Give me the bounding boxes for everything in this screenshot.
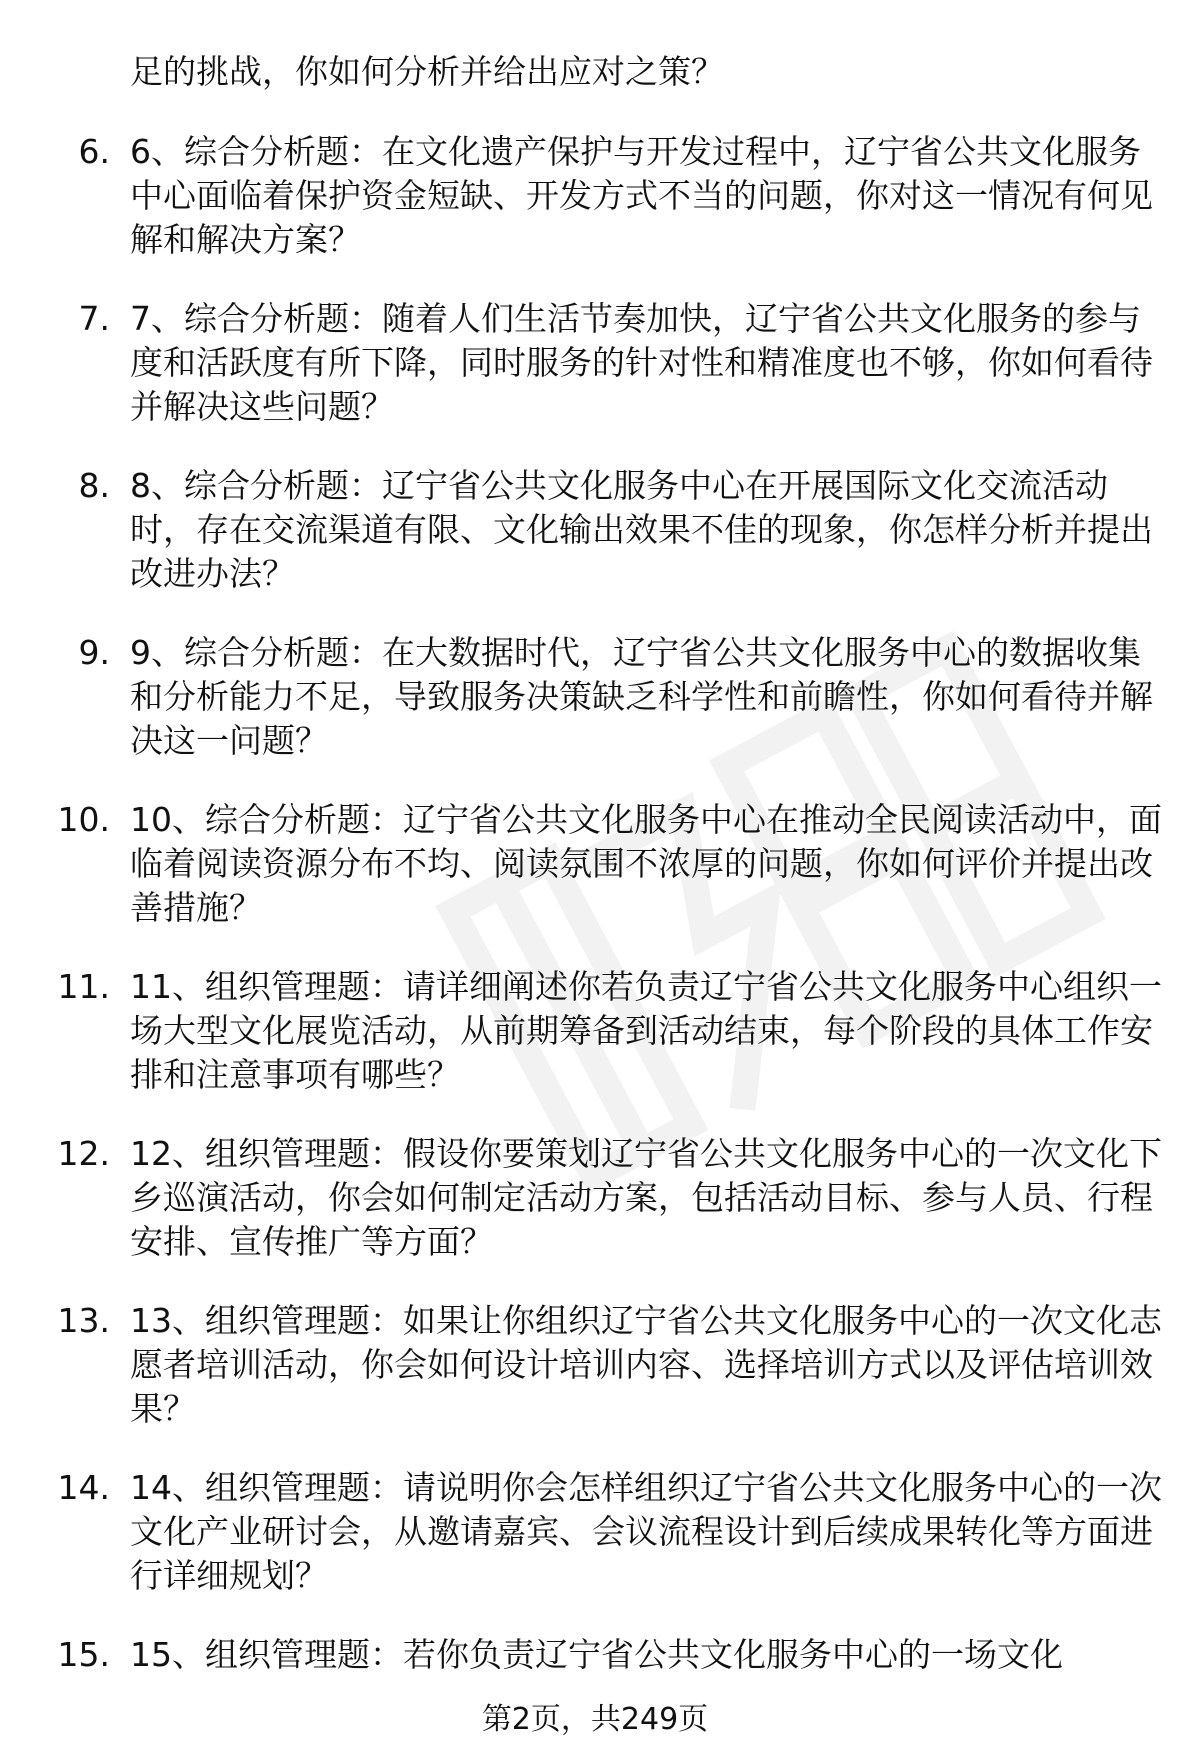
- continuation-text: 足的挑战，你如何分析并给出应对之策？: [130, 52, 724, 91]
- question-text: 12、组织管理题：假设你要策划辽宁省公共文化服务中心的一次文化下乡巡演活动，你会如何制定活动方案，包括活动目标、参与人员、行程安排、宣传推广等方面？: [130, 1134, 1162, 1261]
- question-text: 7、综合分析题：随着人们生活节奏加快，辽宁省公共文化服务的参与度和活跃度有所下降，同时服务的针对性和精准度也不够，你如何看待并解决这些问题？: [130, 299, 1153, 426]
- question-text: 13、组织管理题：如果让你组织辽宁省公共文化服务中心的一次文化志愿者培训活动，你会如何设计培训内容、选择培训方式以及评估培训效果？: [130, 1301, 1162, 1428]
- question-text: 9、综合分析题：在大数据时代，辽宁省公共文化服务中心的数据收集和分析能力不足，导致服务决策缺乏科学性和前瞻性，你如何看待并解决这一问题？: [130, 633, 1153, 760]
- question-number: 10.: [57, 800, 110, 839]
- question-text: 11、组织管理题：请详细阐述你若负责辽宁省公共文化服务中心组织一场大型文化展览活动，从前期筹备到活动结束，每个阶段的具体工作安排和注意事项有哪些？: [130, 967, 1162, 1094]
- question-item: [0, 1466, 1190, 1598]
- question-list: [0, 130, 1190, 1712]
- question-number: 12.: [57, 1134, 110, 1173]
- question-number: 11.: [57, 967, 110, 1006]
- question-item: [0, 297, 1190, 429]
- question-item: [0, 965, 1190, 1097]
- question-number: 14.: [57, 1468, 110, 1507]
- page-number-label: 第2页，共249页: [481, 1702, 709, 1737]
- question-item: [0, 1633, 1190, 1677]
- question-text: 15、组织管理题：若你负责辽宁省公共文化服务中心的一场文化: [130, 1635, 1063, 1674]
- question-number: 13.: [57, 1301, 110, 1340]
- question-text: 8、综合分析题：辽宁省公共文化服务中心在开展国际文化交流活动时，存在交流渠道有限、文化输出效果不佳的现象，你怎样分析并提出改进办法？: [130, 466, 1153, 593]
- question-item: [0, 464, 1190, 596]
- question-number: 9.: [78, 633, 110, 672]
- question-item: [0, 798, 1190, 930]
- question-item: [0, 1299, 1190, 1431]
- question-number: 8.: [78, 466, 110, 505]
- question-number: 15.: [57, 1635, 110, 1674]
- question-text: 10、综合分析题：辽宁省公共文化服务中心在推动全民阅读活动中，面临着阅读资源分布不均、阅读氛围不浓厚的问题，你如何评价并提出改善措施？: [130, 800, 1162, 927]
- question-number: 6.: [78, 132, 110, 171]
- question-number: 7.: [78, 299, 110, 338]
- question-text: 6、综合分析题：在文化遗产保护与开发过程中，辽宁省公共文化服务中心面临着保护资金短缺、开发方式不当的问题，你对这一情况有何见解和解决方案？: [130, 132, 1153, 259]
- page-footer: [0, 1700, 1190, 1740]
- question-item: [0, 631, 1190, 763]
- question-item: [0, 1132, 1190, 1264]
- question-text: 14、组织管理题：请说明你会怎样组织辽宁省公共文化服务中心的一次文化产业研讨会，从邀请嘉宾、会议流程设计到后续成果转化等方面进行详细规划？: [130, 1468, 1162, 1595]
- question-item: [0, 130, 1190, 262]
